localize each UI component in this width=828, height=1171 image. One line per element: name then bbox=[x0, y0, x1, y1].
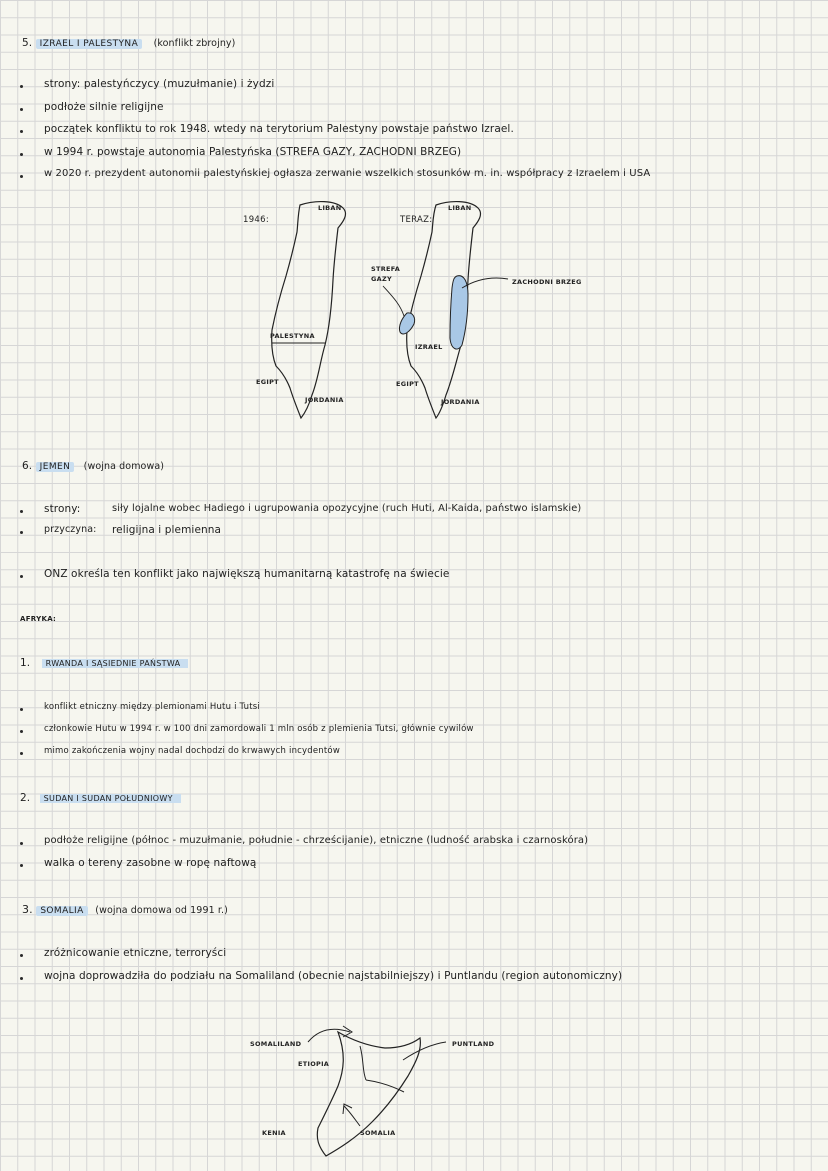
map1-year: 1946: bbox=[243, 215, 269, 225]
list-item: mimo zakończenia wojny nadal dochodzi do krwawych incydentów bbox=[44, 746, 340, 756]
list-item: strony: palestyńczycy (muzułmanie) i żydzi bbox=[44, 78, 275, 90]
somalia-arrow bbox=[344, 1106, 360, 1126]
africa-2-number: 2. bbox=[20, 792, 31, 804]
somalia-arrowhead bbox=[343, 1104, 352, 1114]
list-item: początek konfliktu to rok 1948. wtedy na terytorium Palestyny powstaje państwo Izrael. bbox=[44, 123, 514, 135]
map2-label-liban: LIBAN bbox=[448, 204, 472, 212]
africa-1-title: RWANDA I SĄSIEDNIE PAŃSTWA bbox=[42, 659, 189, 668]
przyczyna-label: przyczyna: bbox=[44, 524, 97, 535]
onz-note: ONZ określa ten konflikt jako największą humanitarną katastrofę na świecie bbox=[44, 568, 450, 580]
africa-3-number: 3. bbox=[22, 903, 33, 916]
przyczyna-text: religijna i plemienna bbox=[112, 524, 222, 536]
strony-label: strony: bbox=[44, 503, 81, 515]
africa-3-note: (wojna domowa od 1991 r.) bbox=[95, 905, 228, 916]
list-item: w 2020 r. prezydent autonomii palestyńskiej ogłasza zerwanie wszelkich stosunków m. in. współpracy z Izraelem i USA bbox=[44, 168, 651, 179]
strony-text: siły lojalne wobec Hadiego i ugrupowania opozycyjne (ruch Huti, Al-Kaida, państwo islamskie) bbox=[112, 503, 582, 514]
africa-3-title: SOMALIA bbox=[36, 906, 87, 916]
list-item: podłoże silnie religijne bbox=[44, 101, 164, 113]
section-6-title: JEMEN bbox=[36, 462, 75, 472]
map1-label-palestyna: PALESTYNA bbox=[270, 332, 315, 340]
somalia-outline bbox=[317, 1032, 420, 1156]
map2-label-zachodni-brzeg: ZACHODNI BRZEG bbox=[512, 278, 582, 286]
list-item: walka o tereny zasobne w ropę naftową bbox=[44, 857, 257, 869]
list-item: konflikt etniczny między plemionami Hutu i Tutsi bbox=[44, 702, 260, 712]
map2-label-izrael: IZRAEL bbox=[415, 343, 443, 351]
map2-now-label: TERAZ: bbox=[400, 215, 433, 225]
list-item: podłoże religijne (północ - muzułmanie, południe - chrześcijanie), etniczne (ludność arabska i czarnoskóra) bbox=[44, 835, 589, 846]
map1-label-jordania: JORDANIA bbox=[305, 396, 344, 404]
section-6-number: 6. bbox=[22, 460, 33, 472]
section-5-number: 5. bbox=[22, 37, 33, 49]
list-item: wojna doprowadziła do podziału na Somaliland (obecnie najstabilniejszy) i Puntlandu (region autonomiczny) bbox=[44, 970, 623, 982]
map1-label-liban: LIBAN bbox=[318, 204, 342, 212]
list-item: w 1994 r. powstaje autonomia Palestyńska (STREFA GAZY, ZACHODNI BRZEG) bbox=[44, 146, 462, 158]
map1-label-egipt: EGIPT bbox=[256, 378, 279, 386]
section-6-note: (wojna domowa) bbox=[83, 461, 165, 472]
map2-label-strefa: STREFA bbox=[371, 265, 401, 273]
list-item: członkowie Hutu w 1994 r. w 100 dni zamordowali 1 mln osób z plemienia Tutsi, głównie cywilów bbox=[44, 724, 474, 734]
afryka-heading: AFRYKA: bbox=[20, 615, 57, 623]
map3-label-kenia: KENIA bbox=[262, 1129, 286, 1137]
map2-label-egipt: EGIPT bbox=[396, 380, 419, 388]
section-5-title: IZRAEL I PALESTYNA bbox=[36, 39, 142, 49]
somaliland-border bbox=[360, 1046, 366, 1080]
map2-label-gazy: GAZY bbox=[371, 275, 392, 283]
map3-label-puntland: PUNTLAND bbox=[452, 1040, 495, 1048]
puntland-arrow bbox=[403, 1042, 446, 1060]
list-item: zróżnicowanie etniczne, terroryści bbox=[44, 947, 227, 959]
africa-2-title: SUDAN I SUDAN POŁUDNIOWY bbox=[40, 794, 181, 803]
map3-label-etiopia: ETIOPIA bbox=[298, 1060, 330, 1068]
africa-1-number: 1. bbox=[20, 657, 31, 669]
map3-label-somaliland: SOMALILAND bbox=[250, 1040, 302, 1048]
section-5-note: (konflikt zbrojny) bbox=[153, 38, 236, 49]
map3-label-somalia: SOMALIA bbox=[360, 1129, 396, 1137]
map2-label-jordania: JORDANIA bbox=[441, 398, 480, 406]
